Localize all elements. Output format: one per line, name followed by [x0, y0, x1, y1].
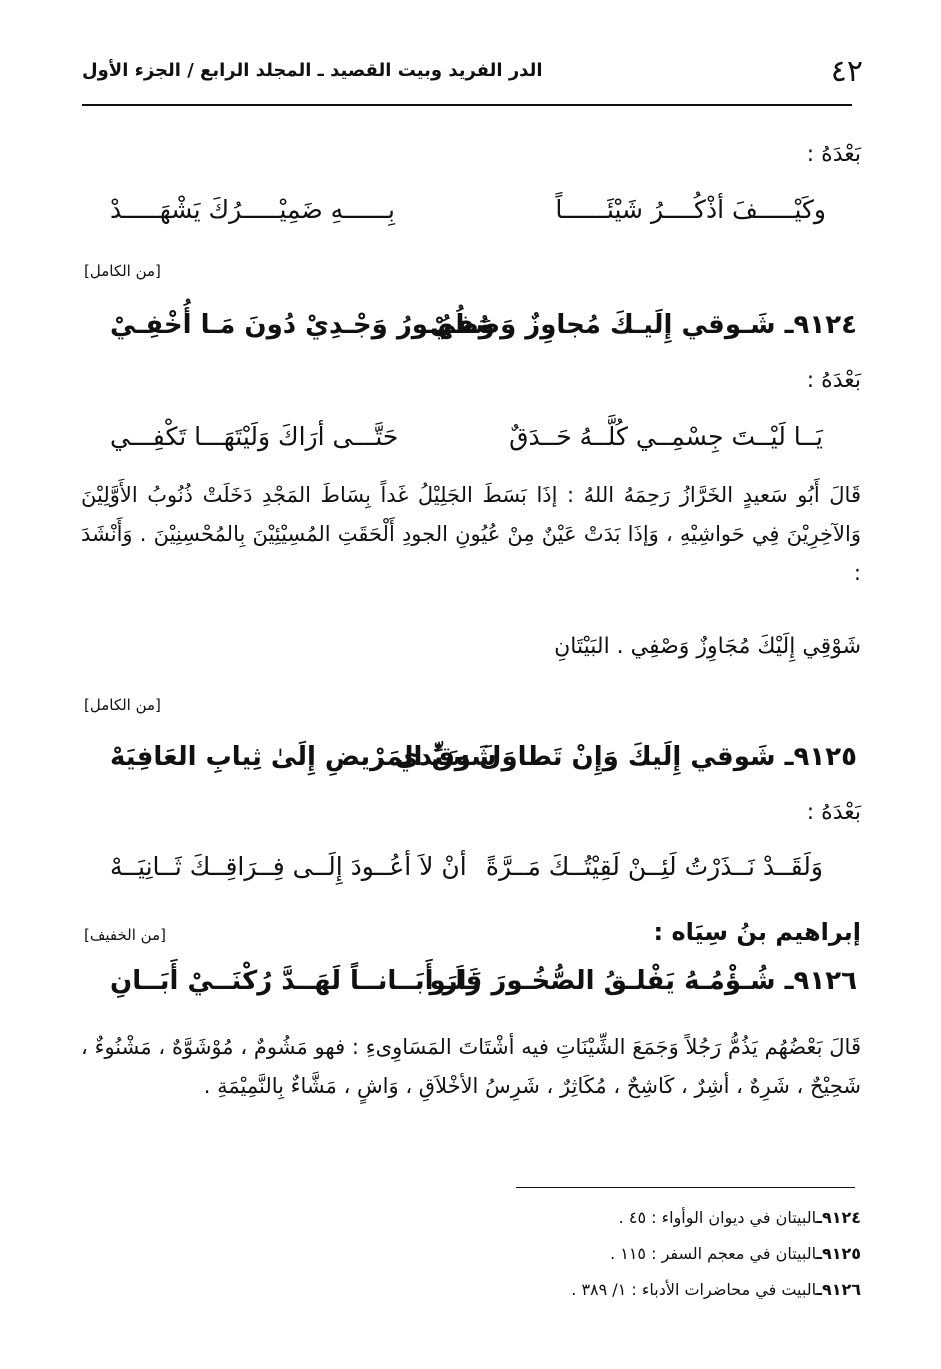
- poet-name: إبراهيم بنُ سِيَاه :: [653, 918, 861, 946]
- verse-hemistich-right: وَلَقَــدْ نَــذَرْتُ لَئِــنْ لَقِيْتُــكَ مَــرَّةً: [485, 852, 823, 881]
- meter-label: [من الخفيف]: [84, 926, 166, 944]
- prose-paragraph: قَالَ أَبُو سَعيدٍ الخَرَّازُ رَحِمَهُ اللهُ : إذَا بَسَطَ الجَلِيْلُ غَداً بِسَاطَ المَجْدِ دَخَلَتْ ذُنُوبُ الأَوَّلِيْنَ وَالآخِرِيْنَ فِي حَواشِيْهِ ، وَإذَا بَدَتْ عَيْنٌ مِنْ عُيُونِ الجودِ أَلْحَقَتِ المُسِيْئِيْنَ بِالمُحْسِنِيْنَ . وَأَنْشَدَ :: [81, 483, 861, 585]
- footnote-text: البيت في محاضرات الأدباء : ١/ ٣٨٩ .: [571, 1280, 817, 1299]
- verse-hemistich-right: ٩١٢٤ـ شَـوقي إِلَيـكَ مُجاوِزٌ وَصُفيْ: [429, 310, 857, 340]
- footnote-number: ٩١٢٦ـ: [816, 1280, 861, 1299]
- verse-hemistich-right: وكَيْـــــفَ أذْكُــــرُ شَيْئَــــــاً: [555, 195, 826, 224]
- verse-hemistich-left: شَوقُ المَرْيضِ إِلَىٰ ثِيابِ العَافِيَهْ: [110, 742, 497, 772]
- footnote: [610, 1244, 861, 1263]
- footnote: [619, 1208, 861, 1227]
- verse-hemistich-right: ٩١٢٥ـ شَوقي إِلَيكَ وَإِنْ تَطاوَلَ سَيِّدي: [394, 742, 857, 772]
- after-it-label: بَعْدَهُ :: [806, 368, 861, 393]
- prose-paragraph: قَالَ بَعْضُهُم يَذُمُّ رَجُلاً وَجَمَعَ الشِّيْنَاتِ فيه أشْتَاتَ المَسَاوِىءِ : فهو مَشُومٌ ، مُوْشَوَّهٌ ، مَشْنُوءٌ ، شَحِيْحٌ ، شَرِهٌ ، أشِرٌ ، كَاشِحٌ ، مُكَاثِرٌ ، شَرِسُ الأخْلاَقِ ، وَاشٍ ، مَشَّاءٌ بِالنَّمِيْمَةِ .: [81, 1035, 861, 1098]
- verse-hemistich-left: بِــــــهِ ضَمِيْـــــرُكَ يَشْهَـــــدْ: [110, 195, 395, 224]
- verse-hemistich-left: حَتَّـــى أرَاكَ وَلَيْتَهَـــا تَكْفِـــي: [110, 422, 399, 451]
- footnote: [571, 1280, 861, 1299]
- footnote-rule: [516, 1187, 855, 1188]
- running-title: الدر الفريد وبيت القصيد ـ المجلد الرابع / الجزء الأول: [82, 60, 543, 81]
- verse-hemistich-left: وَظُهُـورُ وَجْـدِيْ دُونَ مَـا أُخْفِـيْ: [110, 310, 495, 340]
- footnote-number: ٩١٢٥ـ: [816, 1244, 861, 1263]
- verse-hemistich-right: يَــا لَيْــتَ جِسْمِــي كُلَّــهُ حَــدَقٌ: [509, 422, 823, 451]
- meter-label: [من الكامل]: [84, 696, 161, 714]
- footnote-text: البيتان في معجم السفر : ١١٥ .: [610, 1244, 817, 1263]
- verse-hemistich-left: أنْ لاَ أعُــودَ إِلَــى فِــرَاقِــكَ ثَــانِيَــهْ: [110, 852, 467, 881]
- quoted-verse: شَوْقِي إِلَيْكَ مُجَاوِزٌ وَصْفِي . البَيْتَانِ: [554, 634, 861, 659]
- meter-label: [من الكامل]: [84, 262, 161, 280]
- after-it-label: بَعْدَهُ :: [806, 142, 861, 167]
- after-it-label: بَعْدَهُ :: [806, 800, 861, 825]
- footnote-number: ٩١٢٤ـ: [816, 1208, 861, 1227]
- verse-hemistich-right: ٩١٢٦ـ شُـؤْمُـهُ يَفْلـقُ الصُّخُـورَ فَلَـو: [429, 966, 857, 996]
- header-rule: [82, 104, 852, 106]
- footnote-text: البيتان في ديوان الوأواء : ٤٥ .: [618, 1208, 817, 1227]
- verse-hemistich-left: زَارَ أَبَــانــاً لَهَــدَّ رُكْنَــيْ أَبَــانِ: [110, 966, 482, 996]
- page-number: ٤٢: [830, 54, 863, 89]
